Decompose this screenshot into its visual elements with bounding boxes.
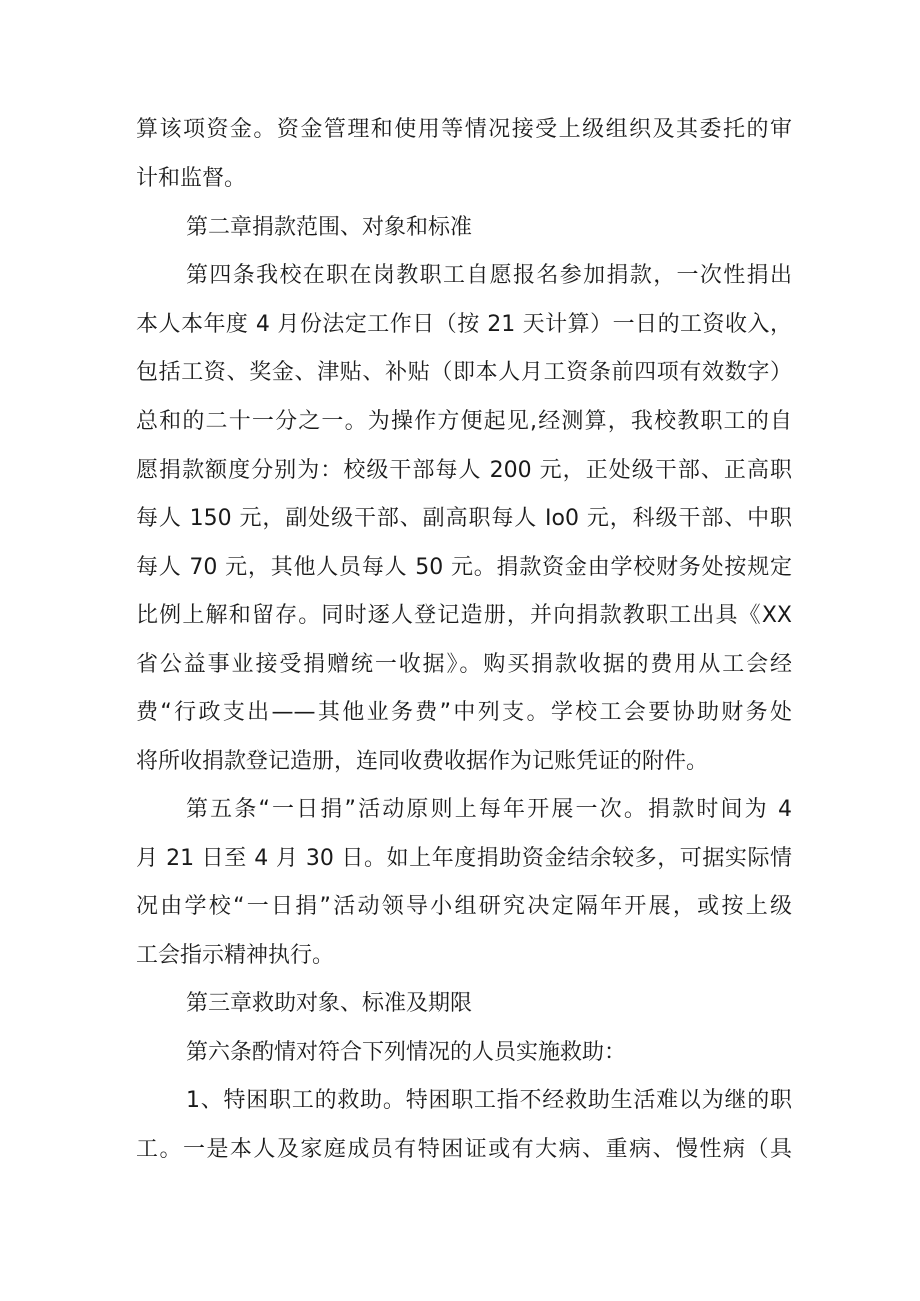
paragraph-line: 算该项资金。资金管理和使用等情况接受上级组织及其委托的审 [136, 117, 792, 142]
paragraph-line: 每人 70 元，其他人员每人 50 元。捐款资金由学校财务处按规定 [136, 555, 792, 580]
chapter-heading: 第二章捐款范围、对象和标准 [186, 215, 473, 240]
paragraph-line: 费“行政支出——其他业务费”中列支。学校工会要协助财务处 [136, 700, 792, 725]
paragraph-line: 总和的二十一分之一。为操作方便起见,经测算，我校教职工的自 [136, 409, 792, 434]
paragraph-line: 将所收捐款登记造册，连同收费收据作为记账凭证的附件。 [136, 749, 709, 774]
paragraph-line: 况由学校“一日捐”活动领导小组研究决定隔年开展，或按上级 [136, 894, 792, 919]
paragraph-line: 每人 150 元，副处级干部、副高职每人 Io0 元，科级干部、中职 [136, 506, 792, 531]
paragraph-line: 本人本年度 4 月份法定工作日（按 21 天计算）一日的工资收入， [136, 312, 792, 337]
article-line: 第四条我校在职在岗教职工自愿报名参加捐款，一次性捐出 [186, 263, 792, 288]
chapter-heading: 第三章救助对象、标准及期限 [186, 991, 473, 1016]
paragraph-line: 包括工资、奖金、津贴、补贴（即本人月工资条前四项有效数字） [136, 360, 792, 385]
paragraph-line: 比例上解和留存。同时逐人登记造册，并向捐款教职工出具《XX [136, 603, 792, 628]
article-line: 第六条酌情对符合下列情况的人员实施救助： [186, 1040, 627, 1065]
paragraph-line: 计和监督。 [136, 166, 247, 191]
paragraph-line: 省公益事业接受捐赠统一收据》。购买捐款收据的费用从工会经 [136, 652, 792, 677]
article-line: 第五条“一日捐”活动原则上每年开展一次。捐款时间为 4 [186, 797, 792, 822]
paragraph-line: 工。一是本人及家庭成员有特困证或有大病、重病、慢性病（具 [136, 1137, 792, 1162]
paragraph-line: 愿捐款额度分别为：校级干部每人 200 元，正处级干部、正高职 [136, 458, 792, 483]
paragraph-line: 工会指示精神执行。 [136, 943, 335, 968]
paragraph-line: 月 21 日至 4 月 30 日。如上年度捐助资金结余较多，可据实际情 [136, 846, 792, 871]
list-item-line: 1、特困职工的救助。特困职工指不经救助生活难以为继的职 [186, 1088, 792, 1113]
